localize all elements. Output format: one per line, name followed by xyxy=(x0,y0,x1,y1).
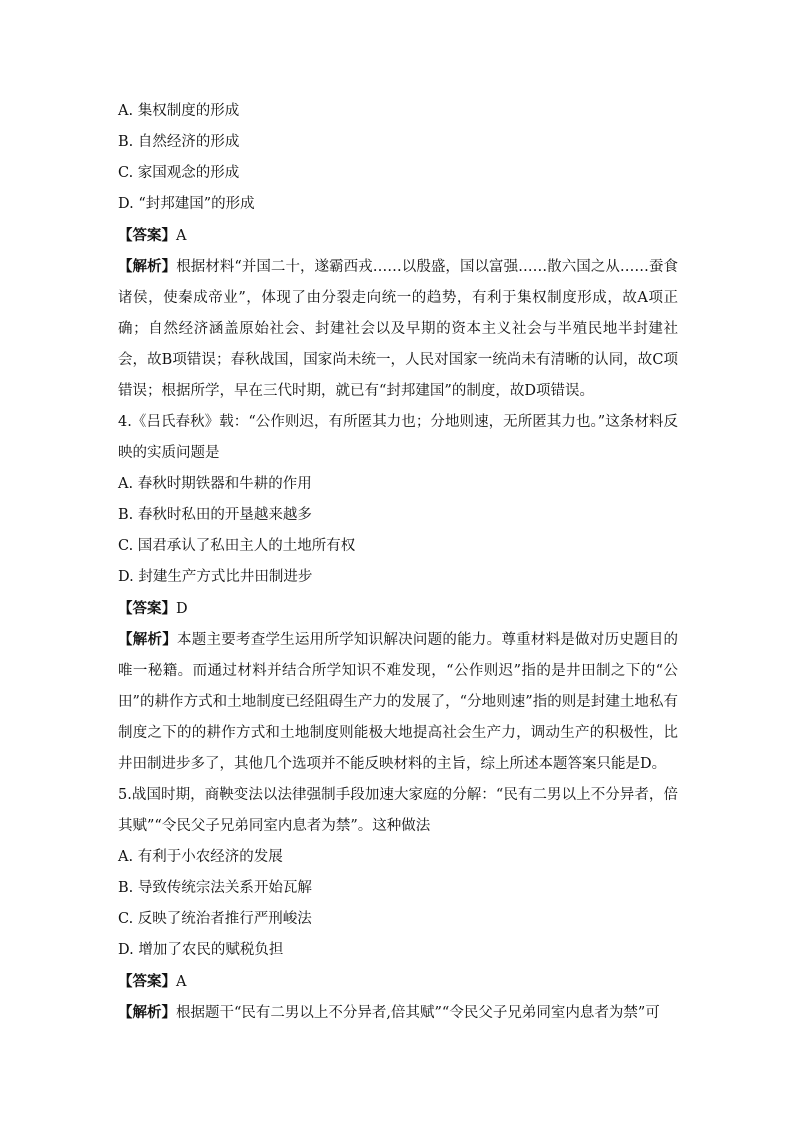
q3-option-b: B. 自然经济的形成 xyxy=(118,134,240,150)
q3-option-a: A. 集权制度的形成 xyxy=(118,103,240,119)
q5-answer-tag: 【答案】 xyxy=(118,973,176,990)
q5-stem: 5.战国时期，商鞅变法以法律强制手段加速大家庭的分解：“民有二男以上不分异者，倍其赋”“令民父子兄弟同室内息者为禁”。这种做法 xyxy=(118,787,678,834)
q4-analysis-text: 本题主要考查学生运用所学知识解决问题的能力。尊重材料是做对历史题目的唯一秘籍。而通过材料并结合所学知识不难发现，“公作则迟”指的是井田制之下的“公田”的耕作方式和土地制度已经阻碍生产力的发展了，“分地则速”指的则是封建土地私有制度之下的的耕作方式和土地制度则能极大地提高社会生产力，调动生产的积极性，比井田制进步多了，其他几个选项并不能反映材料的主旨，综上所述本题答案只能是D。 xyxy=(118,632,679,772)
q4-answer xyxy=(118,593,678,624)
q5-option-c: C. 反映了统治者推行严刑峻法 xyxy=(118,911,312,927)
q5-option-b: B. 导致传统宗法关系开始瓦解 xyxy=(118,880,312,896)
q4-stem: 4.《吕氏春秋》载：“公作则迟，有所匿其力也；分地则速，无所匿其力也。”这条材料反映的实质问题是 xyxy=(118,414,678,461)
q5-answer-value: A xyxy=(176,974,187,990)
q4-analysis xyxy=(118,624,678,780)
q4-option-d: D. 封建生产方式比井田制进步 xyxy=(118,569,313,585)
q5-analysis-tag: 【解析】 xyxy=(118,1004,176,1021)
q5-option-d: D. 增加了农民的赋税负担 xyxy=(118,942,284,958)
q3-option-c: C. 家国观念的形成 xyxy=(118,165,240,181)
q3-answer-tag: 【答案】 xyxy=(118,227,176,244)
q3-analysis xyxy=(118,251,678,407)
q4-option-b: B. 春秋时私田的开垦越来越多 xyxy=(118,507,312,523)
q3-analysis-text: 根据材料“并国二十，遂霸西戎……以殷盛，国以富强……散六国之从……蚕食诸侯，使秦成帝业”，体现了由分裂走向统一的趋势，有利于集权制度形成，故A项正确；自然经济涵盖原始社会、封建社会以及早期的资本主义社会与半殖民地半封建社会，故B项错误；春秋战国，国家尚未统一，人民对国家一统尚未有清晰的认同，故C项错误；根据所学，早在三代时期，就已有“封邦建国”的制度，故D项错误。 xyxy=(118,259,678,399)
q5-analysis xyxy=(118,997,678,1029)
q3-option-d: D. “封邦建国”的形成 xyxy=(118,196,255,212)
q4-analysis-tag: 【解析】 xyxy=(118,631,177,648)
document-page xyxy=(118,96,678,1029)
q4-answer-tag: 【答案】 xyxy=(118,600,176,617)
q5-answer xyxy=(118,966,678,997)
q4-option-a: A. 春秋时期铁器和牛耕的作用 xyxy=(118,476,312,492)
q4-option-c: C. 国君承认了私田主人的土地所有权 xyxy=(118,538,356,554)
q5-option-a: A. 有利于小农经济的发展 xyxy=(118,849,283,865)
q4-answer-value: D xyxy=(176,601,188,617)
q3-analysis-tag: 【解析】 xyxy=(118,258,177,275)
q3-answer-value: A xyxy=(176,228,187,244)
q5-analysis-text: 根据题干“民有二男以上不分异者,倍其赋”“令民父子兄弟同室内息者为禁”可 xyxy=(176,1005,660,1021)
q3-answer xyxy=(118,220,678,251)
